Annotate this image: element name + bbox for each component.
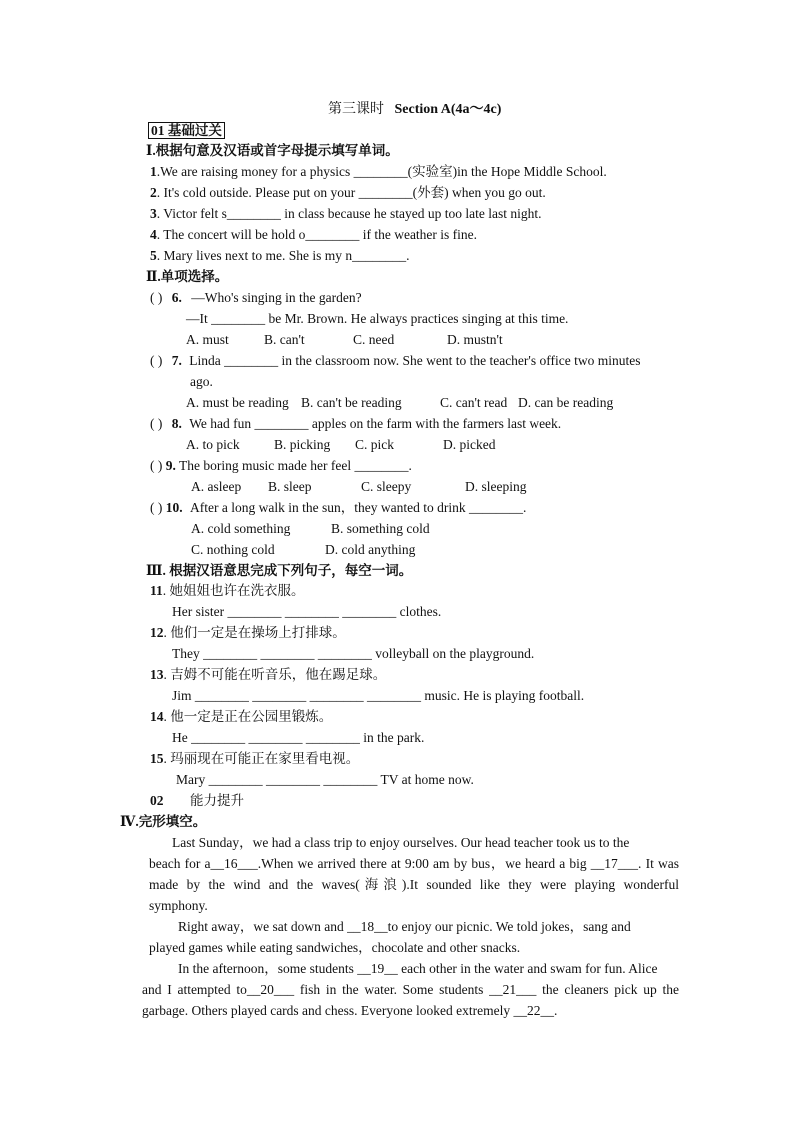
question-5: 5. Mary lives next to me. She is my n________. [150,248,410,263]
question-13: 13. 吉姆不可能在听音乐，他在踢足球。 [150,667,387,682]
page-title [328,101,501,119]
section-tag-01: 01 基础过关 [148,122,225,140]
question-15-answer: Mary ________ ________ ________ TV at home now. [176,772,474,787]
section-3-heading: Ⅲ. 根据汉语意思完成下列句子，每空一词。 [146,563,413,578]
passage-line-8: and I attempted to__20___ fish in the water. Some students __21___ the cleaners pick up the [142,982,679,997]
question-9-option-a: A. asleep [191,479,242,494]
question-6-option-d: D. mustn't [447,332,503,347]
passage-line-2: beach for a__16___.When we arrived there at 9:00 am by bus，we heard a big __17___. It was [149,856,679,871]
section-4-heading: Ⅳ.完形填空。 [120,814,207,829]
question-4: 4. The concert will be hold o________ if the weather is fine. [150,227,478,242]
question-6-option-a: A. must [186,332,229,347]
question-7-line2: ago. [190,374,213,389]
question-10-option-a: A. cold something [191,521,291,536]
section-tag-02-text: 能力提升 [190,793,244,808]
section-1-heading: Ⅰ.根据句意及汉语或首字母提示填写单词。 [146,143,399,158]
question-8-option-d: D. picked [443,437,496,452]
question-12-answer: They ________ ________ ________ volleyball on the playground. [172,646,535,661]
question-10-option-d: D. cold anything [325,542,416,557]
section-tag-02-num: 02 [150,793,164,808]
passage-line-6: played games while eating sandwiches，chocolate and other snacks. [149,940,521,955]
question-12: 12. 他们一定是在操场上打排球。 [150,625,346,640]
passage-line-9: garbage. Others played cards and chess. Everyone looked extremely __22__. [142,1003,558,1018]
question-15: 15. 玛丽现在可能正在家里看电视。 [150,751,360,766]
question-14-answer: He ________ ________ ________ in the park. [172,730,425,745]
question-6-line2: —It ________ be Mr. Brown. He always practices singing at this time. [186,311,569,326]
title-en: Section A(4a～4c) [394,102,502,117]
passage-line-5: Right away，we sat down and __18__to enjoy our picnic. We told jokes，sang and [178,919,631,934]
question-10: ( ) 10. After a long walk in the sun，they wanted to drink ________. [150,500,527,515]
question-13-answer: Jim ________ ________ ________ ________ music. He is playing football. [172,688,585,703]
section-2-heading: Ⅱ.单项选择。 [146,269,229,284]
question-6: ( ) 6. —Who's singing in the garden? [150,290,362,305]
title-cn: 第三课时 [328,102,384,117]
question-7-option-c: C. can't read [440,395,508,410]
passage-line-7: In the afternoon，some students __19__ each other in the water and swam for fun. Alice [178,961,658,976]
question-7: ( ) 7. Linda ________ in the classroom now. She went to the teacher's office two minutes [150,353,641,368]
question-1: 1.We are raising money for a physics ________(实验室)in the Hope Middle School. [150,164,607,179]
question-11: 11. 她姐姐也许在洗衣服。 [150,583,305,598]
passage-line-3: made by the wind and the waves(海浪).It sounded like they were playing wonderful [149,877,679,892]
question-6-option-c: C. need [353,332,395,347]
passage-line-1: Last Sunday，we had a class trip to enjoy ourselves. Our head teacher took us to the [172,835,630,850]
question-3: 3. Victor felt s________ in class because he stayed up too late last night. [150,206,542,221]
question-2: 2. It's cold outside. Please put on your ________(外套) when you go out. [150,185,546,200]
question-8-option-a: A. to pick [186,437,240,452]
question-9: ( ) 9. The boring music made her feel ________. [150,458,412,473]
question-10-option-c: C. nothing cold [191,542,275,557]
question-6-option-b: B. can't [264,332,305,347]
question-8-option-b: B. picking [274,437,331,452]
question-8: ( ) 8. We had fun ________ apples on the farm with the farmers last week. [150,416,562,431]
question-10-option-b: B. something cold [331,521,430,536]
question-8-option-c: C. pick [355,437,394,452]
question-14: 14. 他一定是正在公园里锻炼。 [150,709,333,724]
question-9-option-c: C. sleepy [361,479,412,494]
question-7-option-a: A. must be reading [186,395,289,410]
question-7-option-d: D. can be reading [518,395,614,410]
question-11-answer: Her sister ________ ________ ________ clothes. [172,604,442,619]
question-9-option-d: D. sleeping [465,479,527,494]
passage-line-4: symphony. [149,898,208,913]
question-7-option-b: B. can't be reading [301,395,402,410]
question-9-option-b: B. sleep [268,479,312,494]
